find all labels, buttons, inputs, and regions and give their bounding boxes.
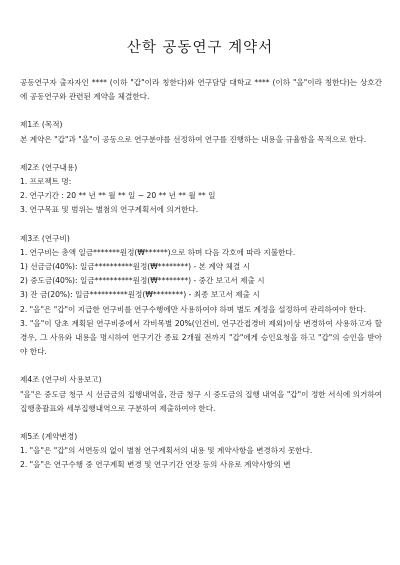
section-3-line-3: 2) 중도금(40%): 일금**********원정(₩********) - 중간 보고서 제출 시 xyxy=(20,276,265,286)
section-3-line-4: 3) 잔 금(20%): 일금**********원정(₩********) - 최종 보고서 제출 시 xyxy=(20,290,260,300)
section-3-line-2: 1) 선금금(40%): 일금**********원정(₩********) - 본 계약 체결 시 xyxy=(20,262,250,272)
section-4-heading: 제4조 (연구비 사용보고) xyxy=(20,375,102,385)
section-2-line-3: 3. 연구목표 및 범위는 별첨의 연구계획서에 의거한다. xyxy=(20,205,199,215)
section-5-line-1: 1. "을"은 "갑"의 서면동의 없이 별첨 연구계획서의 내용 및 계약사항을 변경하지 못한다. xyxy=(20,446,313,456)
section-5-heading: 제5조 (계약변경) xyxy=(20,432,78,442)
section-3-line-1: 1. 연구비는 총액 일금*******원정(₩******)으로 하며 다음 각호에 따라 지불한다. xyxy=(20,247,296,257)
section-3-line-5: 2. "을"은 "갑"이 지급한 연구비를 연구수행에만 사용하여야 하며 별도 계정을 설정하여 관리하여야 한다. xyxy=(20,304,367,314)
section-4-line-1: "을"은 중도금 청구 시 선금금의 집행내역을, 잔금 청구 시 중도금의 집행 내역을 "갑"이 정한 서식에 의거하여 집행총괄표와 세부집행내역으로 구분하여 제출하여야 한다. xyxy=(20,389,382,413)
section-2-line-1: 1. 프로젝트 명: xyxy=(20,177,72,187)
section-1-line-1: 본 계약은 "갑"과 "을"이 공동으로 연구분야를 선정하여 연구를 진행하는 내용을 규율함을 목적으로 한다. xyxy=(20,134,367,144)
document-title: 산학 공동연구 계약서 xyxy=(126,40,274,56)
section-2-line-2: 2. 연구기간 : 20 ** 년 ** 월 ** 일 ~ 20 ** 년 ** 월 ** 일 xyxy=(20,191,216,201)
section-3-line-6: 3. "을"이 당초 계획된 연구비중에서 각비목별 20%(인건비, 연구간접경비 제외)이상 변경하여 사용하고자 할 경우, 그 사유와 내용을 명시하여 연구기간 종료 2개월 전까지 "갑"에게 승인요청을 하고 "갑"의 승인을 받아야 한다. xyxy=(20,318,382,357)
section-3-heading: 제3조 (연구비) xyxy=(20,233,70,243)
intro-paragraph: 공동연구자 출자자인 **** (이하 "갑"이라 칭한다)와 연구담당 대학교 **** (이하 "을"이라 칭한다)는 상호간에 공동연구와 관련된 계약을 체결한다. xyxy=(20,78,382,102)
section-2-heading: 제2조 (연구내용) xyxy=(20,162,78,172)
document-body xyxy=(20,76,382,473)
section-1-heading: 제1조 (목적) xyxy=(20,120,63,130)
section-5-line-2: 2. "을"은 연구수행 중 연구계획 변경 및 연구기간 연장 등의 사유로 계약사항의 변 xyxy=(20,460,291,470)
